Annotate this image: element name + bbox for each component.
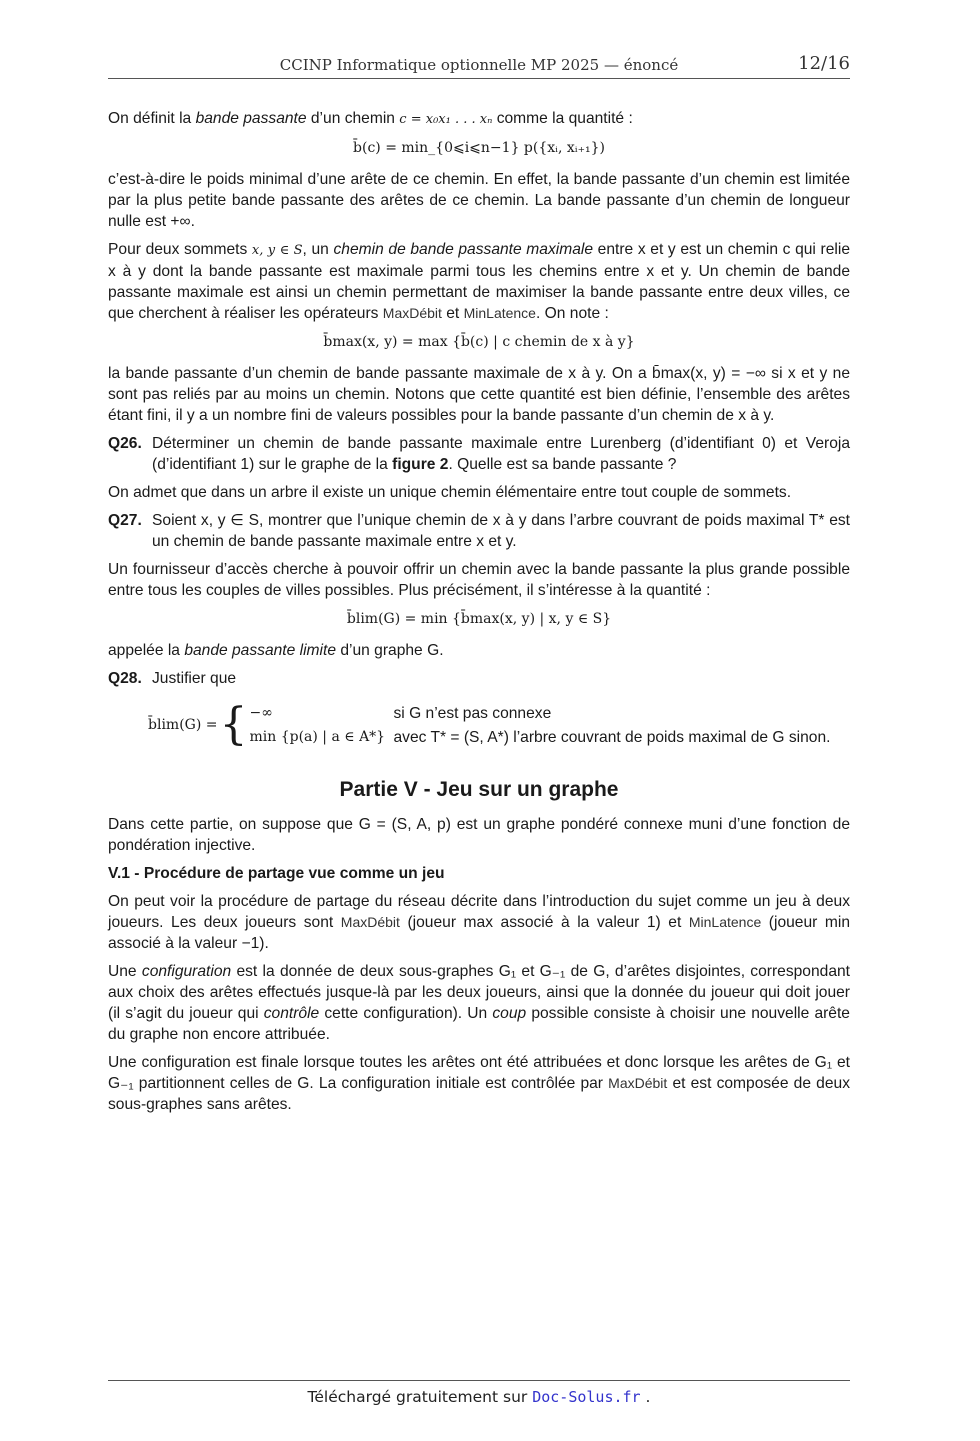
text: et est composée de deux sous-graphes sans arêtes. bbox=[108, 1075, 850, 1113]
part-intro: Dans cette partie, on suppose que G = (S, A, p) est un graphe pondéré connexe muni d’une fonction de pondération injective. bbox=[108, 816, 850, 854]
case-row bbox=[249, 725, 830, 749]
paragraph-admit: On admet que dans un arbre il existe un unique chemin élémentaire entre tout couple de sommets. bbox=[108, 484, 792, 501]
emphasis: bande passante bbox=[195, 110, 307, 127]
text: possible consiste à choisir une nouvelle arête du graphe non encore attribuée. bbox=[108, 1005, 850, 1043]
text: Une configuration est finale lorsque toutes les arêtes ont été attribuées et donc lorsque les arêtes de G₁ et G₋₁ partitionnent celles de G. La configuration initiale est contrôlée par bbox=[108, 1054, 850, 1092]
text: Une bbox=[108, 963, 142, 980]
formula-bandwidth: b̄(c) = min_{0⩽i⩽n−1} p({xᵢ, xᵢ₊₁}) bbox=[353, 140, 605, 156]
header-title: CCINP Informatique optionnelle MP 2025 — énoncé bbox=[279, 56, 679, 74]
operator-name: MinLatence bbox=[688, 914, 762, 930]
question-label: Q27. bbox=[108, 512, 142, 529]
case-condition: avec T* = (S, A*) l’arbre couvrant de poids maximal de G sinon. bbox=[393, 728, 831, 746]
paragraph-blim-def bbox=[108, 640, 850, 661]
text: d’un graphe G. bbox=[336, 642, 444, 659]
text: entre x et y est un chemin c qui relie x à y dont la bande passante est maximale parmi tous les chemins entre x et y. Un chemin de bande passante maximale est ainsi un chemin permettant de maximiser la bande passante entre deux villes, ce que cherchent à réaliser les opérateurs bbox=[108, 241, 850, 322]
document-body bbox=[108, 108, 850, 1122]
footer-text: Téléchargé gratuitement sur bbox=[307, 1388, 533, 1406]
operator-name: MaxDébit bbox=[382, 305, 442, 321]
case-value: min {p(a) | a ∈ A*} bbox=[249, 728, 386, 745]
text: est la donnée de deux sous-graphes G₁ et G₋₁ de G, d’arêtes disjointes, correspondant aux choix des arêtes effectués jusque-là par les deux joueurs, ainsi que la donnée du joueur qui doit jouer (il s’agit du joueur qui bbox=[108, 963, 850, 1022]
text: et bbox=[441, 305, 464, 322]
question-q28 bbox=[108, 668, 850, 689]
text: d’un chemin bbox=[306, 110, 400, 127]
text: Déterminer un chemin de bande passante maximale entre Lurenberg (d’identifiant 0) et Veroja (d’identifiant 1) sur le graphe de la bbox=[152, 435, 850, 473]
footer-end: . bbox=[640, 1388, 651, 1406]
case-value: −∞ bbox=[249, 704, 273, 721]
text: (joueur min associé à la valeur −1). bbox=[108, 914, 851, 952]
operator-name: MinLatence bbox=[463, 305, 536, 321]
paragraph-max-path bbox=[108, 239, 850, 324]
formula-cases bbox=[148, 701, 850, 749]
case-condition: si G n’est pas connexe bbox=[393, 704, 552, 722]
page-number: 12/16 bbox=[798, 53, 850, 74]
cases-lhs: b̄lim(G) = bbox=[148, 716, 218, 733]
page-header bbox=[108, 52, 850, 79]
paragraph-configuration bbox=[108, 961, 850, 1045]
operator-name: MaxDébit bbox=[340, 914, 400, 930]
paragraph-fai: Un fournisseur d’accès cherche à pouvoir offrir un chemin avec la bande passante la plus grande possible entre tous les couples de villes possibles. Plus précisément, il s’intéresse à la quantité : bbox=[108, 561, 850, 599]
paragraph-bmax-def: la bande passante d’un chemin de bande passante maximale de x à y. On a b̄max(x, y) = −∞ si x et y ne sont pas reliés par au moins un chemin. Notons que cette quantité est bien définie, l’ensemble des arêtes étant fini, il y a un nombre fini de valeurs possibles pour la bande passante d’un chemin de x à y. bbox=[108, 365, 850, 424]
text: Pour deux sommets bbox=[108, 241, 252, 258]
cases-rows bbox=[249, 701, 830, 749]
emphasis: coup bbox=[492, 1005, 527, 1022]
text: appelée la bbox=[108, 642, 185, 659]
text: comme la quantité : bbox=[492, 110, 633, 127]
text: cette configuration). Un bbox=[319, 1005, 493, 1022]
part-title: Partie V - Jeu sur un graphe bbox=[339, 778, 619, 801]
paragraph-final-config bbox=[108, 1052, 850, 1115]
page-footer bbox=[108, 1380, 850, 1406]
emphasis: bande passante limite bbox=[184, 642, 337, 659]
formula-bmax: b̄max(x, y) = max {b̄(c) | c chemin de x à y} bbox=[323, 334, 635, 350]
emphasis: configuration bbox=[141, 963, 232, 980]
footer-link[interactable]: Doc-Solus.fr bbox=[532, 1388, 641, 1406]
section-title: V.1 - Procédure de partage vue comme un jeu bbox=[108, 865, 445, 882]
paragraph-game bbox=[108, 891, 850, 954]
question-label: Q26. bbox=[108, 435, 142, 452]
emphasis: chemin de bande passante maximale bbox=[333, 241, 594, 258]
question-q27 bbox=[108, 510, 850, 552]
intro-paragraph bbox=[108, 108, 850, 130]
text: . Quelle est sa bande passante ? bbox=[448, 456, 677, 473]
formula-blim: b̄lim(G) = min {b̄max(x, y) | x, y ∈ S} bbox=[346, 611, 612, 627]
question-label: Q28. bbox=[108, 670, 142, 687]
text: . On note : bbox=[535, 305, 609, 322]
math-inline: x, y ∈ S bbox=[251, 243, 303, 258]
case-row bbox=[249, 701, 830, 725]
operator-name: MaxDébit bbox=[608, 1075, 668, 1091]
math-inline: c = x₀x₁ . . . xₙ bbox=[399, 112, 493, 127]
text: On définit la bbox=[108, 110, 196, 127]
text: (joueur max associé à la valeur 1) et bbox=[399, 914, 689, 931]
text: , un bbox=[302, 241, 334, 258]
emphasis: contrôle bbox=[263, 1005, 320, 1022]
question-q26 bbox=[108, 433, 850, 475]
text: On peut voir la procédure de partage du réseau décrite dans l’introduction du sujet comme un jeu à deux joueurs. Les deux joueurs sont bbox=[108, 893, 850, 931]
text: Justifier que bbox=[152, 670, 237, 687]
text: Soient x, y ∈ S, montrer que l’unique chemin de x à y dans l’arbre couvrant de poids maximal T* est un chemin de bande passante maximale entre x et y. bbox=[152, 512, 850, 550]
figure-ref: figure 2 bbox=[392, 456, 449, 473]
brace-symbol: { bbox=[219, 699, 248, 750]
paragraph-min-weight: c’est-à-dire le poids minimal d’une arête de ce chemin. En effet, la bande passante d’un chemin est limitée par la plus petite bande passante des arêtes de ce chemin. La bande passante d’un chemin de longueur nulle est +∞. bbox=[108, 171, 850, 230]
